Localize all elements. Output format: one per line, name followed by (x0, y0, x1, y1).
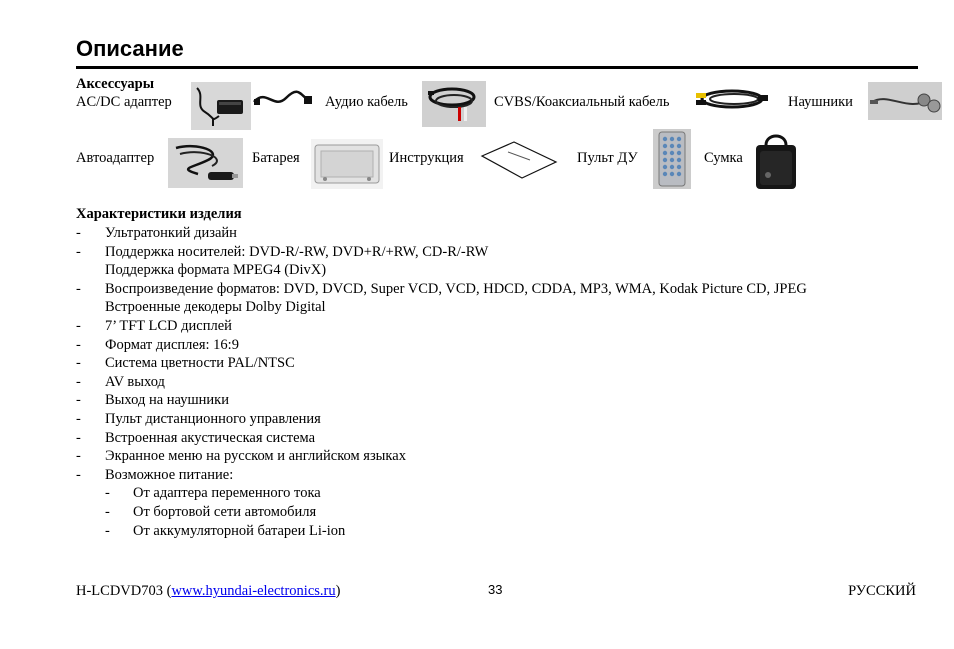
list-item: - Встроенная акустическая система (76, 429, 316, 446)
accessory-label-ac-dc-adapter: AC/DC адаптер (76, 94, 172, 110)
list-subitem: - От адаптера переменного тока (105, 485, 321, 502)
list-item: - AV выход (76, 373, 165, 390)
page-number: 33 (488, 582, 503, 597)
accessory-label-cvbs-coaxial-cable: CVBS/Коаксиальный кабель (494, 94, 670, 110)
list-item: - Ультратонкий дизайн (76, 225, 237, 241)
accessory-label-audio-cable: Аудио кабель (325, 94, 408, 110)
accessory-label-car-adapter: Автоадаптер (76, 150, 155, 166)
ac-dc-adapter-image (191, 82, 251, 130)
accessory-label-bag: Сумка (704, 150, 743, 166)
ac-cord-image (252, 84, 314, 114)
list-item: - Поддержка носителей: DVD-R/-RW, DVD+R/+RW, CD-R/-RW (76, 243, 489, 260)
car-adapter-image (168, 138, 243, 188)
list-item: - 7’ TFT LCD дисплей (76, 317, 232, 334)
audio-cable-image (422, 81, 486, 127)
list-item: - Возможное питание: (76, 466, 234, 483)
list-item: - Система цветности PAL/NTSC (76, 355, 295, 372)
list-subitem: - От бортовой сети автомобиля (105, 503, 317, 520)
accessory-label-manual: Инструкция (389, 150, 464, 166)
headphones-image (868, 82, 942, 120)
page-title: Описание (76, 36, 184, 61)
list-item: - Пульт дистанционного управления (76, 410, 321, 427)
accessory-label-headphones: Наушники (788, 94, 853, 110)
cvbs-cable-image (694, 85, 769, 113)
title-rule (76, 66, 918, 69)
footer-model: H-LCDVD703 (www.hyundai-electronics.ru) (76, 583, 341, 599)
features-heading: Характеристики изделия (76, 206, 242, 222)
features-list (76, 224, 807, 540)
bag-image (752, 129, 800, 191)
list-item: Встроенные декодеры Dolby Digital (105, 299, 326, 316)
list-item: - Формат дисплея: 16:9 (76, 336, 239, 353)
list-item: - Воспроизведение форматов: DVD, DVCD, Super VCD, VCD, HDCD, CDDA, MP3, WMA, Kodak Picture CD, JPEG (76, 280, 807, 297)
list-subitem: - От аккумуляторной батареи Li-ion (105, 522, 346, 539)
footer-website-link[interactable]: www.hyundai-electronics.ru (171, 583, 336, 599)
accessories-heading: Аксессуары (76, 76, 155, 92)
list-item: - Экранное меню на русском и английском языках (76, 448, 406, 465)
accessory-label-battery: Батарея (252, 150, 300, 166)
manual-image (478, 140, 560, 180)
battery-image (311, 139, 383, 189)
list-item: - Выход на наушники (76, 392, 229, 409)
footer-language: РУССКИЙ (848, 583, 916, 599)
accessory-label-remote: Пульт ДУ (577, 150, 638, 166)
remote-control-image (653, 129, 691, 189)
list-item: Поддержка формата MPEG4 (DivX) (105, 262, 327, 279)
